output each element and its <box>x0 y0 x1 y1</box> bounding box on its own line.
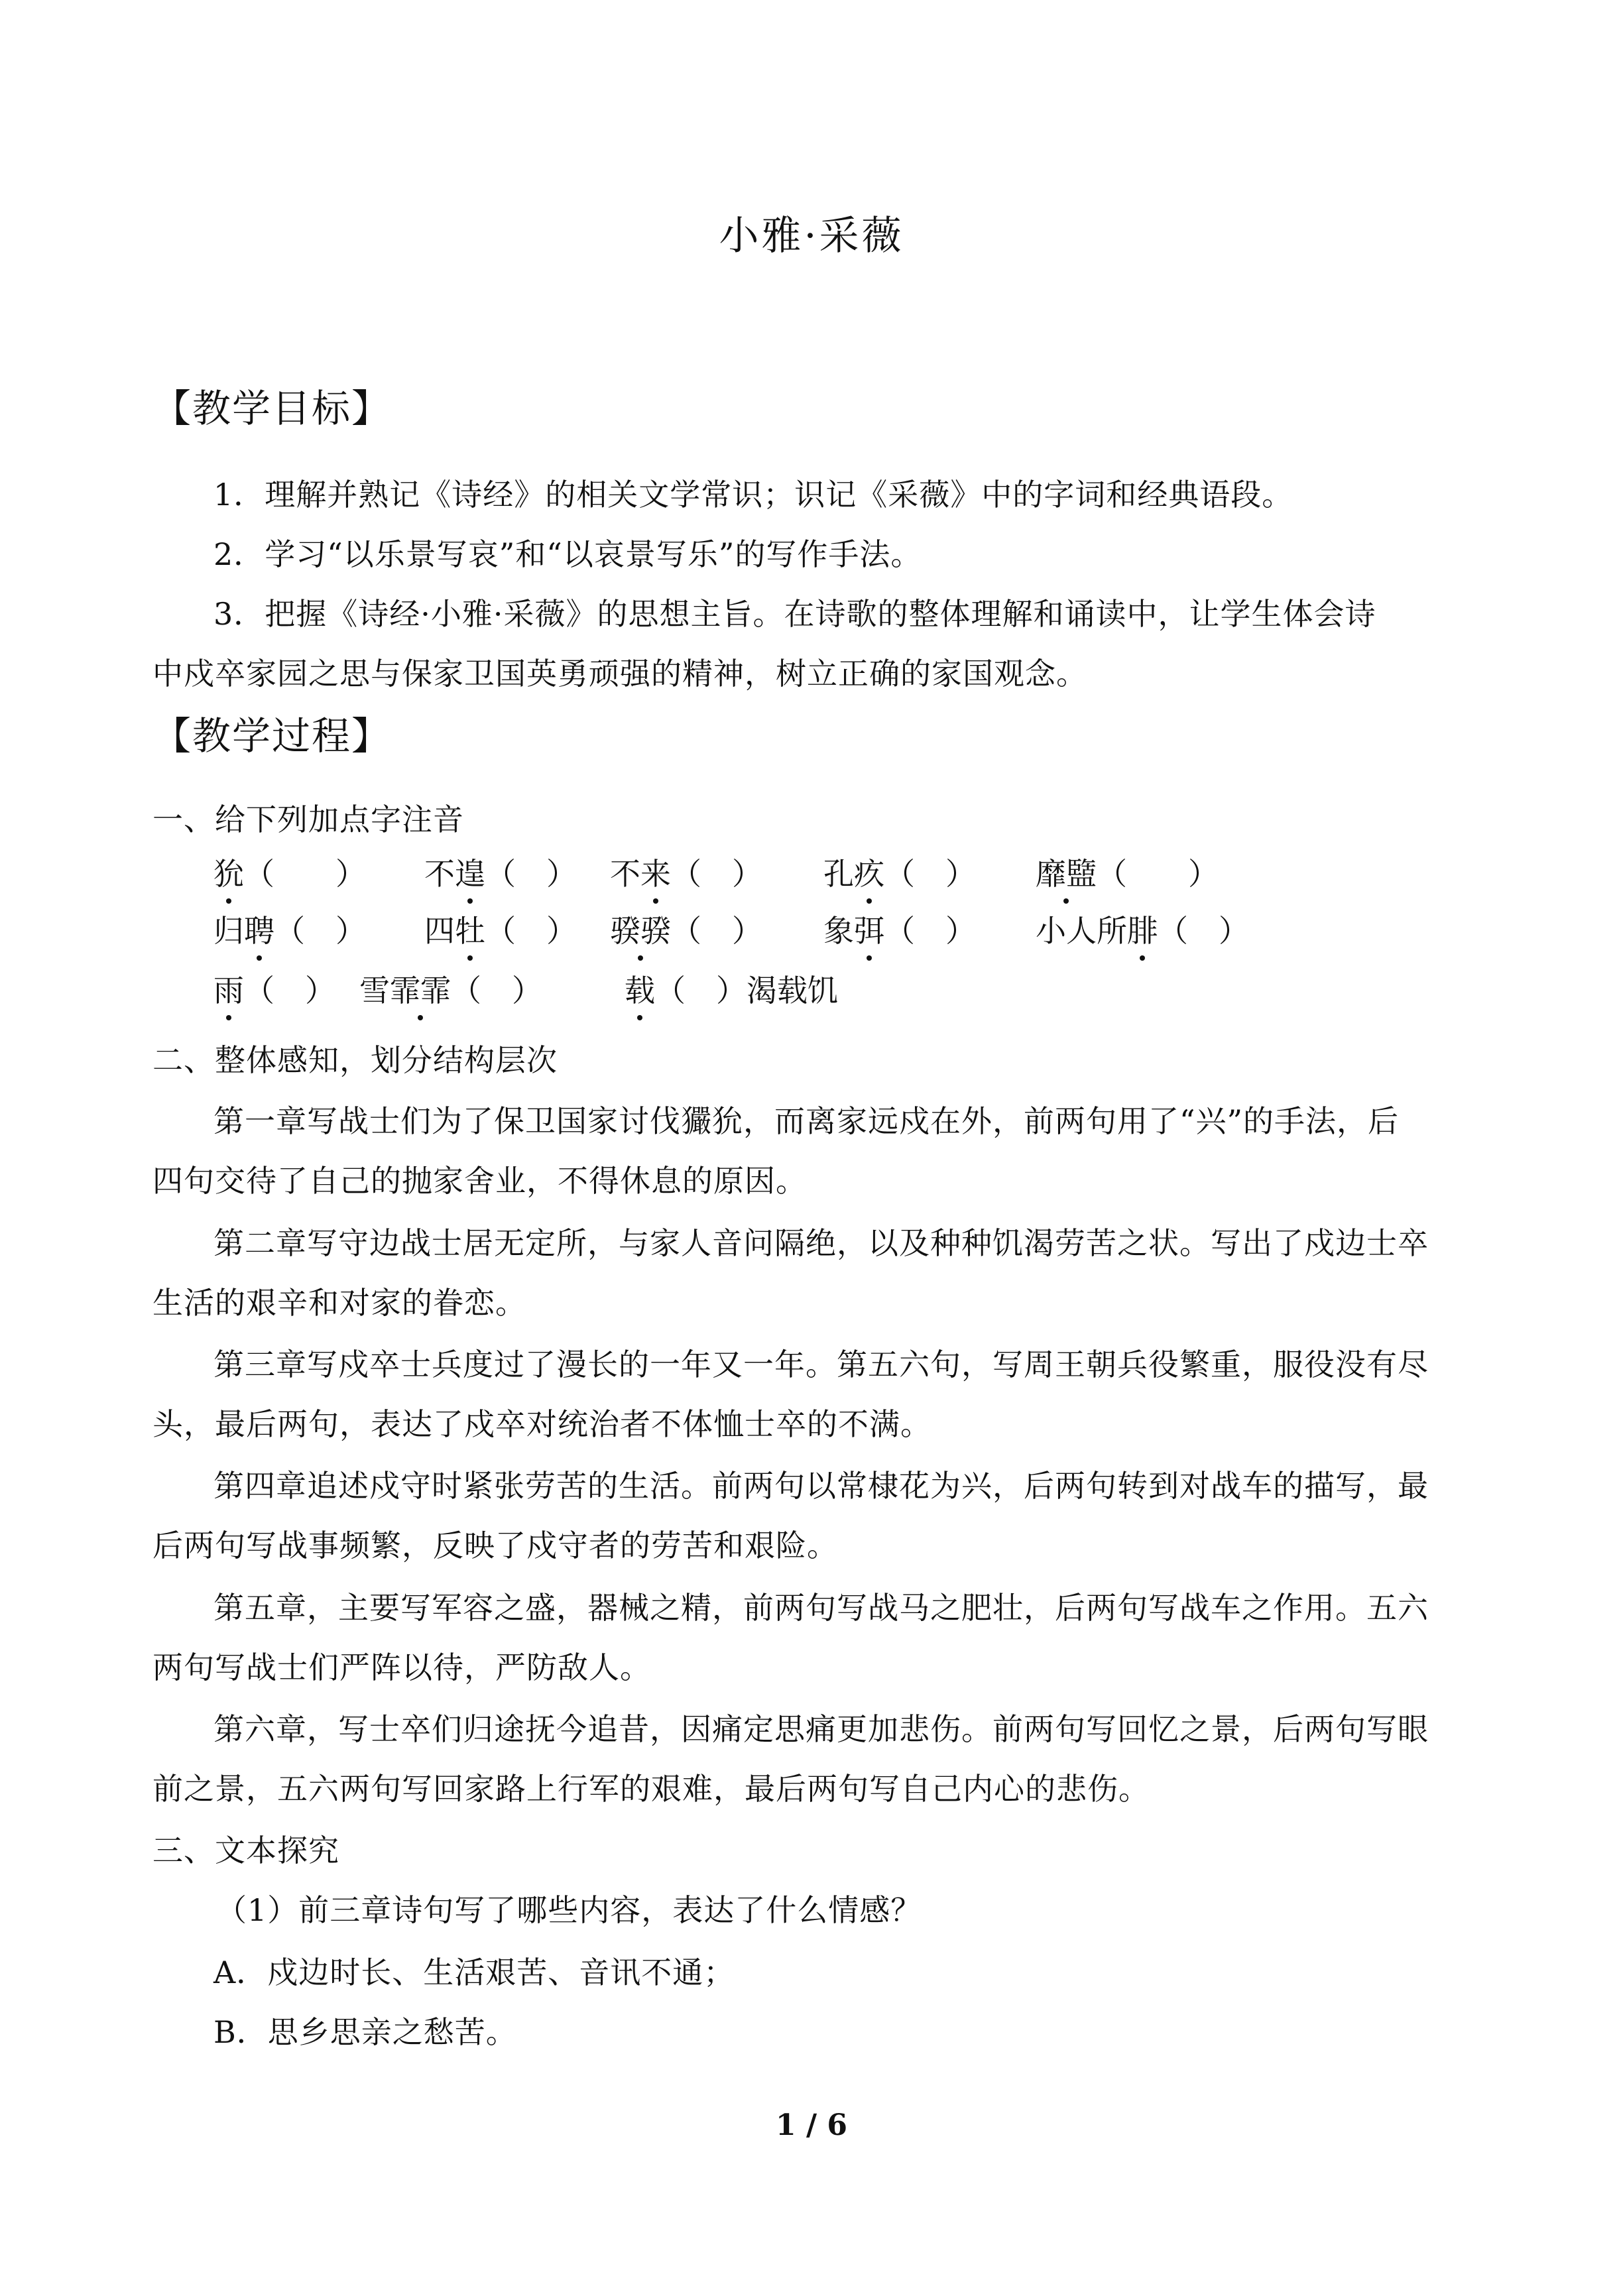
objective-item-continuation: 中戍卒家园之思与保家卫国英勇顽强的精神，树立正确的家国观念。 <box>152 656 1087 692</box>
chapter-paragraph: 第一章写战士们为了保卫国家讨伐玁狁，而离家远戍在外，前两句用了“兴”的手法，后 <box>213 1103 1400 1139</box>
pinyin-item: 孔疚（ ） <box>823 853 976 894</box>
chapter-paragraph-continuation: 两句写战士们严阵以待，严防敌人。 <box>152 1650 651 1685</box>
chapter-paragraph-continuation: 头，最后两句，表达了戍卒对统治者不体恤士卒的不满。 <box>152 1406 932 1442</box>
objective-item: 1．理解并熟记《诗经》的相关文学常识；识记《采薇》中的字词和经典语段。 <box>213 477 1293 513</box>
pinyin-item: 四牡（ ） <box>424 910 577 951</box>
chapter-paragraph: 第四章追述戍守时紧张劳苦的生活。前两句以常棣花为兴，后两句转到对战车的描写，最 <box>213 1468 1429 1504</box>
chapter-paragraph: 第三章写戍卒士兵度过了漫长的一年又一年。第五六句，写周王朝兵役繁重，服役没有尽 <box>213 1347 1429 1382</box>
chapter-paragraph: 第六章，写士卒们归途抚今追昔，因痛定思痛更加悲伤。前两句写回忆之景，后两句写眼 <box>213 1711 1429 1747</box>
pinyin-item: 雪霏霏（ ） <box>359 970 542 1011</box>
part3-heading: 三、文本探究 <box>152 1833 339 1868</box>
pinyin-item: 不来（ ） <box>610 853 762 894</box>
part1-heading: 一、给下列加点字注音 <box>152 802 464 837</box>
pinyin-item: 载（ ）渴载饥 <box>625 970 838 1011</box>
pinyin-item: 狁（ ） <box>213 853 366 894</box>
process-heading: 【教学过程】 <box>152 713 392 758</box>
question-text: （1）前三章诗句写了哪些内容，表达了什么情感？ <box>216 1892 922 1928</box>
objective-item: 2．学习“以乐景写哀”和“以哀景写乐”的写作手法。 <box>213 536 922 572</box>
page-title: 小雅·采薇 <box>719 213 904 259</box>
answer-item: A．戍边时长、生活艰苦、音讯不通； <box>213 1955 735 1990</box>
pinyin-item: 象弭（ ） <box>823 910 976 951</box>
chapter-paragraph-continuation: 后两句写战事频繁，反映了戍守者的劳苦和艰险。 <box>152 1528 838 1563</box>
pinyin-item: 靡盬（ ） <box>1036 853 1219 894</box>
chapter-paragraph-continuation: 生活的艰辛和对家的眷恋。 <box>152 1285 526 1321</box>
objective-item: 3．把握《诗经·小雅·采薇》的思想主旨。在诗歌的整体理解和诵读中，让学生体会诗 <box>213 596 1376 632</box>
chapter-paragraph: 第二章写守边战士居无定所，与家人音问隔绝，以及种种饥渴劳苦之状。写出了戍边士卒 <box>213 1225 1429 1261</box>
pinyin-item: 归聘（ ） <box>213 910 366 951</box>
pinyin-item: 小人所腓（ ） <box>1036 910 1249 951</box>
pinyin-item: 雨（ ） <box>213 970 335 1011</box>
answer-item: B．思乡思亲之愁苦。 <box>213 2014 517 2050</box>
chapter-paragraph-continuation: 四句交待了自己的抛家舍业，不得休息的原因。 <box>152 1163 807 1199</box>
pinyin-item: 不遑（ ） <box>424 853 577 894</box>
page-number: 1 / 6 <box>776 2108 847 2142</box>
part2-heading: 二、整体感知，划分结构层次 <box>152 1042 558 1078</box>
chapter-paragraph: 第五章，主要写军容之盛，器械之精，前两句写战马之肥壮，后两句写战车之作用。五六 <box>213 1590 1429 1626</box>
chapter-paragraph-continuation: 前之景，五六两句写回家路上行军的艰难，最后两句写自己内心的悲伤。 <box>152 1771 1150 1807</box>
objectives-heading: 【教学目标】 <box>152 386 392 431</box>
pinyin-item: 骙骙（ ） <box>610 910 762 951</box>
